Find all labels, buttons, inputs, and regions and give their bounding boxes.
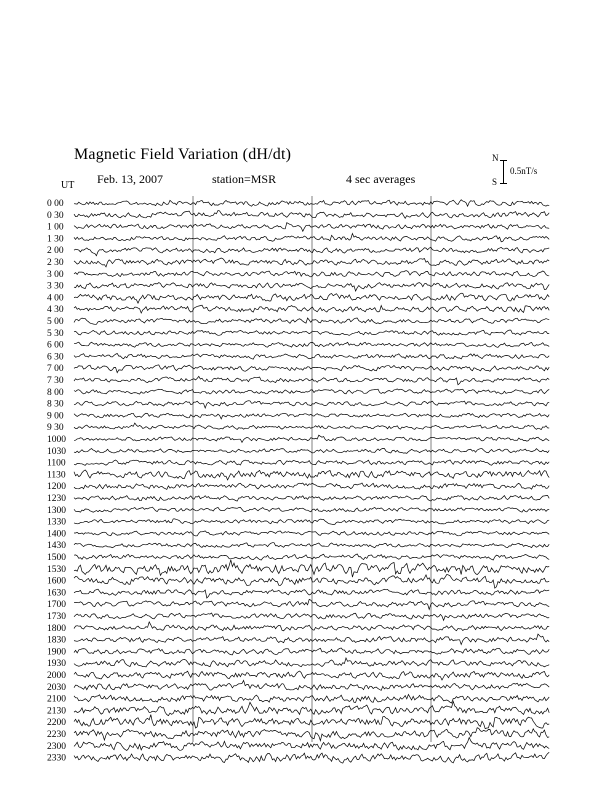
chart-title: Magnetic Field Variation (dH/dt)	[74, 146, 292, 163]
trace-line	[74, 658, 549, 667]
row-label: 1900	[47, 647, 66, 658]
row-label: 1100	[47, 458, 66, 469]
row-label: 1330	[47, 517, 66, 528]
trace-line	[74, 543, 549, 548]
trace-line	[74, 648, 549, 655]
row-label: 7 30	[47, 376, 64, 386]
trace-line	[74, 435, 549, 442]
row-label: 0 00	[47, 199, 64, 209]
trace-line	[74, 293, 549, 303]
trace-line	[74, 531, 549, 536]
trace-line	[74, 318, 549, 324]
trace-line	[74, 728, 549, 741]
row-label: 3 30	[47, 281, 64, 292]
trace-line	[74, 234, 549, 242]
row-label: 8 00	[47, 387, 64, 398]
station-label: station=MSR	[212, 172, 277, 186]
trace-line	[74, 376, 549, 384]
row-label: 1200	[47, 482, 66, 493]
row-label: 1930	[47, 659, 66, 670]
row-label: 1230	[47, 494, 66, 504]
row-label: 1400	[47, 529, 66, 540]
row-label: 1300	[47, 505, 66, 516]
trace-line	[74, 752, 549, 763]
row-label: 1700	[47, 600, 66, 611]
row-label: 1530	[47, 564, 66, 575]
trace-line	[74, 680, 549, 690]
row-label: 2130	[47, 706, 66, 717]
trace-line	[74, 483, 549, 489]
trace-line	[74, 574, 549, 588]
row-label: 1030	[47, 446, 66, 457]
trace-line	[74, 258, 549, 267]
row-label: 6 00	[47, 340, 64, 351]
ut-axis-label: UT	[61, 180, 75, 191]
row-label: 2030	[47, 682, 66, 693]
scale-north-label: N	[492, 153, 499, 163]
row-label: 1000	[47, 435, 66, 445]
row-label: 1 00	[47, 222, 64, 233]
row-label: 1830	[47, 635, 66, 646]
row-label: 1600	[47, 576, 66, 587]
trace-line	[74, 211, 549, 219]
scale-south-label: S	[492, 177, 498, 187]
trace-line	[74, 271, 549, 277]
trace-line	[74, 413, 549, 419]
trace-line	[74, 554, 549, 560]
row-label: 5 30	[47, 328, 64, 339]
date-label: Feb. 13, 2007	[97, 172, 163, 186]
trace-line	[74, 519, 549, 525]
trace-line	[74, 401, 549, 408]
row-label: 6 30	[47, 352, 64, 363]
row-label: 2230	[47, 730, 66, 740]
row-label: 2300	[47, 741, 66, 752]
trace-line	[74, 560, 549, 577]
trace-line	[74, 223, 549, 232]
trace-line	[74, 448, 549, 453]
row-label: 2 30	[47, 258, 64, 268]
trace-line	[74, 423, 549, 430]
trace-line	[74, 622, 549, 631]
averaging-label: 4 sec averages	[346, 172, 416, 186]
trace-line	[74, 634, 549, 644]
trace-line	[74, 507, 549, 512]
row-label: 1500	[47, 553, 66, 563]
row-label: 1130	[47, 470, 66, 481]
trace-line	[74, 701, 549, 715]
row-label: 1730	[47, 612, 66, 622]
row-label: 9 00	[47, 411, 64, 422]
trace-line	[74, 460, 549, 465]
trace-line	[74, 694, 549, 703]
row-label: 1800	[47, 623, 66, 634]
trace-line	[74, 247, 549, 256]
trace-line	[74, 470, 549, 480]
trace-line	[74, 389, 549, 394]
row-label: 1 30	[47, 234, 64, 245]
row-label: 4 30	[47, 305, 64, 316]
row-label: 2 00	[47, 246, 64, 257]
trace-line	[74, 200, 549, 206]
scale-value-label: 0.5nT/s	[510, 166, 538, 176]
trace-line	[74, 589, 549, 598]
row-label: 2330	[47, 753, 66, 764]
row-label: 5 00	[47, 317, 64, 327]
trace-line	[74, 365, 549, 373]
row-label: 9 30	[47, 423, 64, 434]
row-label: 3 00	[47, 269, 64, 280]
trace-line	[74, 613, 549, 620]
trace-line	[74, 305, 549, 313]
row-label: 1430	[47, 541, 66, 552]
row-label: 1630	[47, 588, 66, 599]
row-label: 0 30	[47, 210, 64, 221]
trace-line	[74, 715, 549, 729]
trace-line	[74, 599, 549, 609]
row-label: 7 00	[47, 364, 64, 375]
row-label: 2100	[47, 694, 66, 705]
trace-line	[74, 354, 549, 360]
trace-line	[74, 330, 549, 335]
trace-line	[74, 671, 549, 680]
row-label: 2000	[47, 671, 66, 681]
trace-line	[74, 342, 549, 347]
trace-line	[74, 737, 549, 750]
row-label: 2200	[47, 718, 66, 729]
trace-line	[74, 496, 549, 502]
trace-line	[74, 283, 549, 291]
row-label: 4 00	[47, 293, 64, 304]
row-label: 8 30	[47, 399, 64, 410]
